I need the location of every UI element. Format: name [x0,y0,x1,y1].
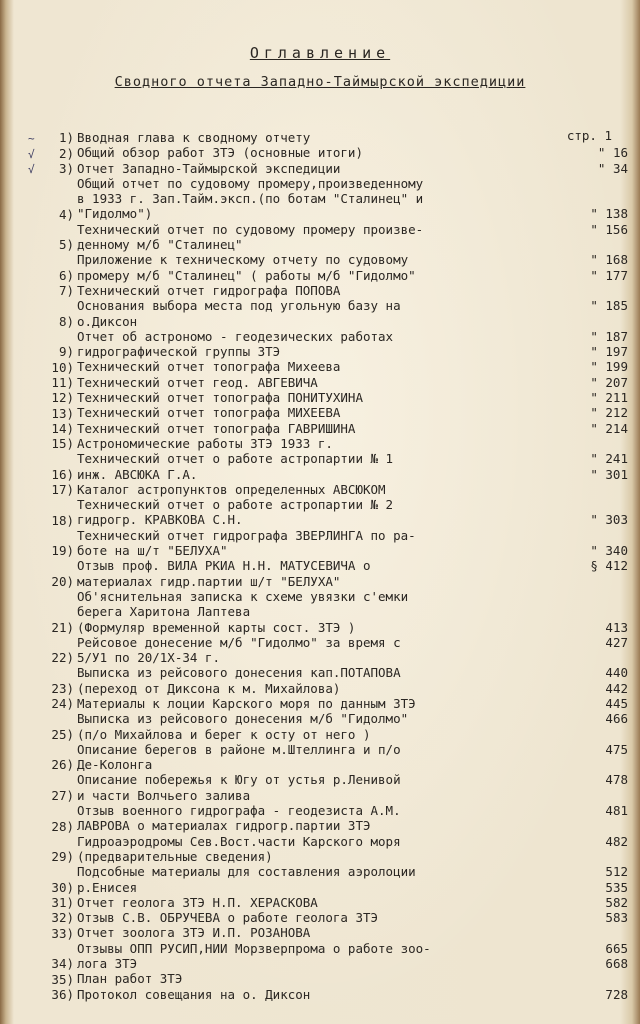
entry-line: "Гидолмо") [77,206,153,222]
entry-page-number: 583 [605,910,628,926]
entry-number: 33) [51,925,74,941]
entry-line: Технический отчет о работе астропартии № 1 [77,451,394,467]
entry-line: (предварительные сведения) [77,848,273,864]
entry-page-number: " 301 [590,466,628,482]
entry-line: Описание берегов в районе м.Штеллинга и п/о [77,741,401,757]
entry-line: инж. АВСЮКА Г.А. [77,466,198,482]
entry-page [548,971,628,986]
entry-text [77,130,548,145]
entry-page-number [548,818,628,833]
entry-page [548,390,628,405]
entry-number: 11) [51,375,74,391]
entry-number: 6) [58,267,74,283]
entry-number: 34) [51,956,74,972]
toc-entry [28,742,628,773]
entry-page [548,359,628,374]
entry-text [77,482,548,497]
toc-entry [28,436,628,451]
entry-line: берега Харитона Лаптева [77,604,251,620]
entry-page-number [548,574,628,589]
entry-page-number: 728 [605,986,628,1002]
entry-page [548,283,628,298]
entry-number: 36) [51,986,74,1002]
entry-text [77,696,548,711]
entry-page-number [548,436,628,451]
entry-number: 31) [51,895,74,911]
entry-page-number: 445 [605,695,628,711]
entry-line: Технический отчет топографа МИХЕЕВА [77,405,341,421]
entry-line: Технический отчет гидрографа ЗВЕРЛИНГА по ра- [77,527,416,543]
entry-text [77,971,548,986]
entry-page-number: " 187 [590,328,628,344]
entry-page-number: " 185 [590,298,628,314]
entry-text [77,436,548,451]
entry-number: 32) [51,910,74,926]
entry-line: Технический отчет по судовому промеру произве- [77,221,424,237]
entry-line: Де-Колонга [77,757,153,773]
page-column-header: стр. 1 [566,128,612,143]
toc-entry [28,987,628,1002]
entry-line: Общий обзор работ ЗТЭ (основные итоги) [77,145,363,161]
entry-text [77,987,548,1002]
entry-line: Об'яснительная записка к схеме увязки с'емки [77,588,409,604]
entry-page-number: 582 [605,894,628,910]
entry-page-number: 482 [605,833,628,849]
entry-line: ЛАВРОВА о материалах гидрогр.партии ЗТЭ [77,818,371,834]
entry-page-number: " 303 [590,512,628,528]
entry-page-number: " 156 [590,221,628,237]
toc-entry [28,451,628,482]
toc-entry [28,772,628,803]
toc-entry [28,528,628,559]
entry-text [77,405,548,420]
entry-line: Технический отчет топографа ПОНИТУХИНА [77,390,363,406]
entry-page-number: " 138 [590,206,628,222]
toc-entry [28,558,628,589]
entry-line: Отзывы ОПП РУСИП,НИИ Морзверпрома о работе зоо- [77,940,431,956]
check-mark: √ [28,147,35,161]
entry-number: 35) [51,971,74,987]
entry-number: 4) [58,206,74,222]
entry-line: боте на ш/т "БЕЛУХА" [77,543,228,559]
entry-page-number [548,314,628,329]
toc-entry [28,895,628,910]
entry-text [77,864,548,895]
entry-page [548,834,628,865]
toc-entry [28,696,628,711]
entry-page [548,329,628,360]
entry-page [548,497,628,528]
entry-page-number: " 340 [590,543,628,559]
toc-entry [28,252,628,283]
entry-page-number: 413 [605,619,628,635]
entry-number: 17) [51,482,74,498]
toc-entry [28,925,628,940]
entry-page [548,451,628,482]
entry-line: Технический отчет гидрографа ПОПОВА [77,282,341,298]
entry-text [77,145,548,160]
entry-page-number: " 168 [590,252,628,268]
entry-line: лога ЗТЭ [77,956,138,972]
entry-page-number: " 177 [590,267,628,283]
toc-entry [28,222,628,253]
entry-page-number [548,849,628,864]
toc-entry [28,405,628,420]
toc-entry [28,421,628,436]
entry-text [77,161,548,176]
entry-line: материалах гидр.партии ш/т "БЕЛУХА" [77,573,341,589]
toc-entry [28,176,628,222]
entry-page [548,482,628,497]
entry-page-number [548,971,628,986]
entry-line: Отчет геолога ЗТЭ Н.П. ХЕРАСКОВА [77,894,318,910]
entry-line: Отчет Западно-Таймырской экспедиции [77,160,341,176]
entry-number: 2) [58,145,74,161]
entry-page [548,895,628,910]
entry-page-number: 535 [605,879,628,895]
entry-number: 1) [58,130,74,146]
entry-page-number: § 412 [590,558,628,574]
entry-text [77,375,548,390]
entry-line: Протокол совещания на о. Диксон [77,986,311,1002]
entry-page-number: " 34 [597,160,628,176]
entry-line: Общий отчет по судовому промеру,произведенному [77,175,424,191]
entry-page-number [548,604,628,619]
toc-entry [28,910,628,925]
entry-text [77,176,548,222]
entry-number: 25) [51,726,74,742]
entry-line: Технический отчет топографа ГАВРИШИНА [77,420,356,436]
entry-number: 18) [51,512,74,528]
toc-entry [28,864,628,895]
toc-entry [28,359,628,374]
entry-page [548,742,628,773]
entry-number: 9) [58,344,74,360]
entry-page-number [548,925,628,940]
entry-text [77,421,548,436]
toc-entry [28,803,628,834]
entry-number: 14) [51,420,74,436]
entry-line: и части Волчьего залива [77,787,251,803]
entry-line: гидрогр. КРАВКОВА С.Н. [77,512,243,528]
entry-line: Астрономические работы ЗТЭ 1933 г. [77,435,333,451]
entry-number: 3) [58,160,74,176]
entry-number: 8) [58,313,74,329]
entry-line: Подсобные материалы для составления аэролоции [77,864,416,880]
entry-text [77,589,548,635]
entry-number: 19) [51,543,74,559]
entry-page-number: 475 [605,741,628,757]
entry-page-number [548,283,628,298]
entry-number: 28) [51,818,74,834]
entry-page [548,864,628,895]
entry-line: Материалы к лоции Карского моря по данным ЗТЭ [77,695,416,711]
entry-number: 30) [51,879,74,895]
entry-page [548,987,628,1002]
entry-page [548,696,628,711]
entry-page [548,375,628,390]
entry-text [77,941,548,972]
entry-page-number: " 241 [590,451,628,467]
entry-page [548,910,628,925]
entry-line: Рейсовое донесение м/б "Гидолмо" за время с [77,634,401,650]
entry-page-number: " 211 [590,390,628,406]
entry-line: Гидроаэродромы Сев.Вост.части Карского моря [77,833,401,849]
entry-page-number [548,727,628,742]
entry-text [77,329,548,360]
entry-text [77,298,548,329]
entry-page [548,421,628,436]
entry-text [77,772,548,803]
entry-page-number: 427 [605,634,628,650]
entry-line: (п/о Михайлова и берег к осту от него ) [77,726,371,742]
entry-number: 21) [51,619,74,635]
entry-page [548,941,628,972]
entry-page [548,130,628,145]
entry-text [77,742,548,773]
entry-text [77,665,548,696]
toc-entry [28,390,628,405]
entry-line: Технический отчет о работе астропартии № 2 [77,497,394,513]
entry-page-number: " 199 [590,359,628,375]
entry-page [548,589,628,635]
toc-entry [28,482,628,497]
entry-page [548,436,628,451]
entry-line: о.Диксон [77,313,138,329]
entry-line: Описание побережья к Югу от устья р.Ленивой [77,772,401,788]
entry-page [548,665,628,696]
toc-entry [28,329,628,360]
toc-entry [28,283,628,298]
entry-text [77,895,548,910]
entry-page [548,405,628,420]
entry-number: 13) [51,405,74,421]
entry-page [548,803,628,834]
entry-page-number: 512 [605,864,628,880]
entry-line: денному м/б "Сталинец" [77,237,243,253]
entry-page-number: 668 [605,956,628,972]
entry-number: 27) [51,788,74,804]
entry-page-number [548,191,628,206]
check-mark: ~ [28,132,35,146]
entry-page-number: 466 [605,711,628,727]
entry-line: Технический отчет геод. АВГЕВИЧА [77,374,318,390]
entry-text [77,910,548,925]
toc-entry [28,971,628,986]
check-mark: √ [28,162,35,176]
entry-page-number [548,757,628,772]
entry-line: Приложение к техническому отчету по судовому [77,252,409,268]
toc-entry [28,665,628,696]
entry-number: 12) [51,390,74,406]
entry-page-number [548,589,628,604]
entry-page-number [548,482,628,497]
entry-text [77,222,548,253]
entry-number: 5) [58,237,74,253]
entry-text [77,711,548,742]
entry-number: 15) [51,436,74,452]
entry-text [77,925,548,940]
entry-line: Выписка из рейсового донесения м/б "Гидолмо" [77,711,409,727]
entry-line: Отчет об астрономо - геодезических работах [77,328,394,344]
toc-entry [28,635,628,666]
entry-line: Выписка из рейсового донесения кап.ПОТАПОВА [77,665,401,681]
entry-number: 23) [51,680,74,696]
entry-page [548,252,628,283]
toc-entry [28,589,628,635]
toc-entry [28,941,628,972]
entry-number: 29) [51,849,74,865]
toc-entry [28,130,628,145]
entry-number: 10) [51,359,74,375]
entry-page-number: " 214 [590,420,628,436]
entry-line: План работ ЗТЭ [77,971,183,987]
entry-text [77,558,548,589]
entry-text [77,359,548,374]
entry-line: (переход от Диксона к м. Михайлова) [77,680,341,696]
entry-page [548,176,628,222]
entry-page-number: 481 [605,803,628,819]
entry-page [548,558,628,589]
entry-page-number [548,497,628,512]
table-of-contents [28,130,628,1002]
entry-text [77,390,548,405]
entry-page-number: " 212 [590,405,628,421]
entry-page-number: 665 [605,940,628,956]
entry-page [548,528,628,559]
entry-number: 20) [51,573,74,589]
entry-page-number: 442 [605,680,628,696]
entry-line: Каталог астропунктов определенных АВСЮКОМ [77,481,386,497]
toc-entry [28,497,628,528]
entry-page [548,145,628,160]
toc-entry [28,711,628,742]
entry-line: Отчет зоолога ЗТЭ И.П. РОЗАНОВА [77,925,311,941]
toc-entry [28,834,628,865]
entry-page-number: 440 [605,665,628,681]
entry-text [77,803,548,834]
entry-page-number: " 207 [590,374,628,390]
entry-text [77,528,548,559]
entry-line: Основания выбора места под угольную базу на [77,298,401,314]
entry-line: 5/У1 по 20/1Х-34 г. [77,650,220,666]
entry-line: в 1933 г. Зап.Тайм.эксп.(по ботам "Сталинец" и [77,191,424,207]
entry-line: Вводная глава к сводному отчету [77,130,311,145]
entry-text [77,497,548,528]
toc-entry [28,161,628,176]
entry-page-number [548,237,628,252]
entry-page-number [548,176,628,191]
entry-page-number [548,528,628,543]
toc-entry [28,298,628,329]
entry-page [548,925,628,940]
entry-page [548,222,628,253]
entry-page-number [548,650,628,665]
entry-page [548,772,628,803]
entry-text [77,252,548,283]
entry-line: Отзыв С.В. ОБРУЧЕВА о работе геолога ЗТЭ [77,910,379,926]
entry-number: 7) [58,283,74,299]
entry-line: гидрографической группы ЗТЭ [77,344,281,360]
toc-entry [28,375,628,390]
entry-number: 24) [51,696,74,712]
entry-page-number: " 16 [597,145,628,161]
entry-line: Отзыв проф. ВИЛА РКИА Н.Н. МАТУСЕВИЧА о [77,558,371,574]
document-subtitle: Сводного отчета Западно-Таймырской экспедиции [114,74,526,90]
toc-entry [28,145,628,160]
entry-text [77,834,548,865]
entry-line: р.Енисея [77,879,138,895]
entry-line: промеру м/б "Сталинец" ( работы м/б "Гидолмо" [77,267,416,283]
entry-page [548,298,628,329]
entry-page-number [548,788,628,803]
entry-page [548,635,628,666]
entry-text [77,451,548,482]
entry-text [77,283,548,298]
entry-number: 16) [51,466,74,482]
document-title: Оглавление [249,44,391,62]
entry-page [548,161,628,176]
entry-line: Отзыв военного гидрографа - геодезиста А.М. [77,803,401,819]
entry-text [77,635,548,666]
entry-page [548,711,628,742]
entry-page-number: " 197 [590,344,628,360]
entry-line: (Формуляр временной карты сост. ЗТЭ ) [77,619,356,635]
entry-number: 22) [51,650,74,666]
entry-line: Технический отчет топографа Михеева [77,359,341,375]
entry-page-number [548,130,628,145]
entry-number: 26) [51,757,74,773]
entry-page-number: 478 [605,772,628,788]
